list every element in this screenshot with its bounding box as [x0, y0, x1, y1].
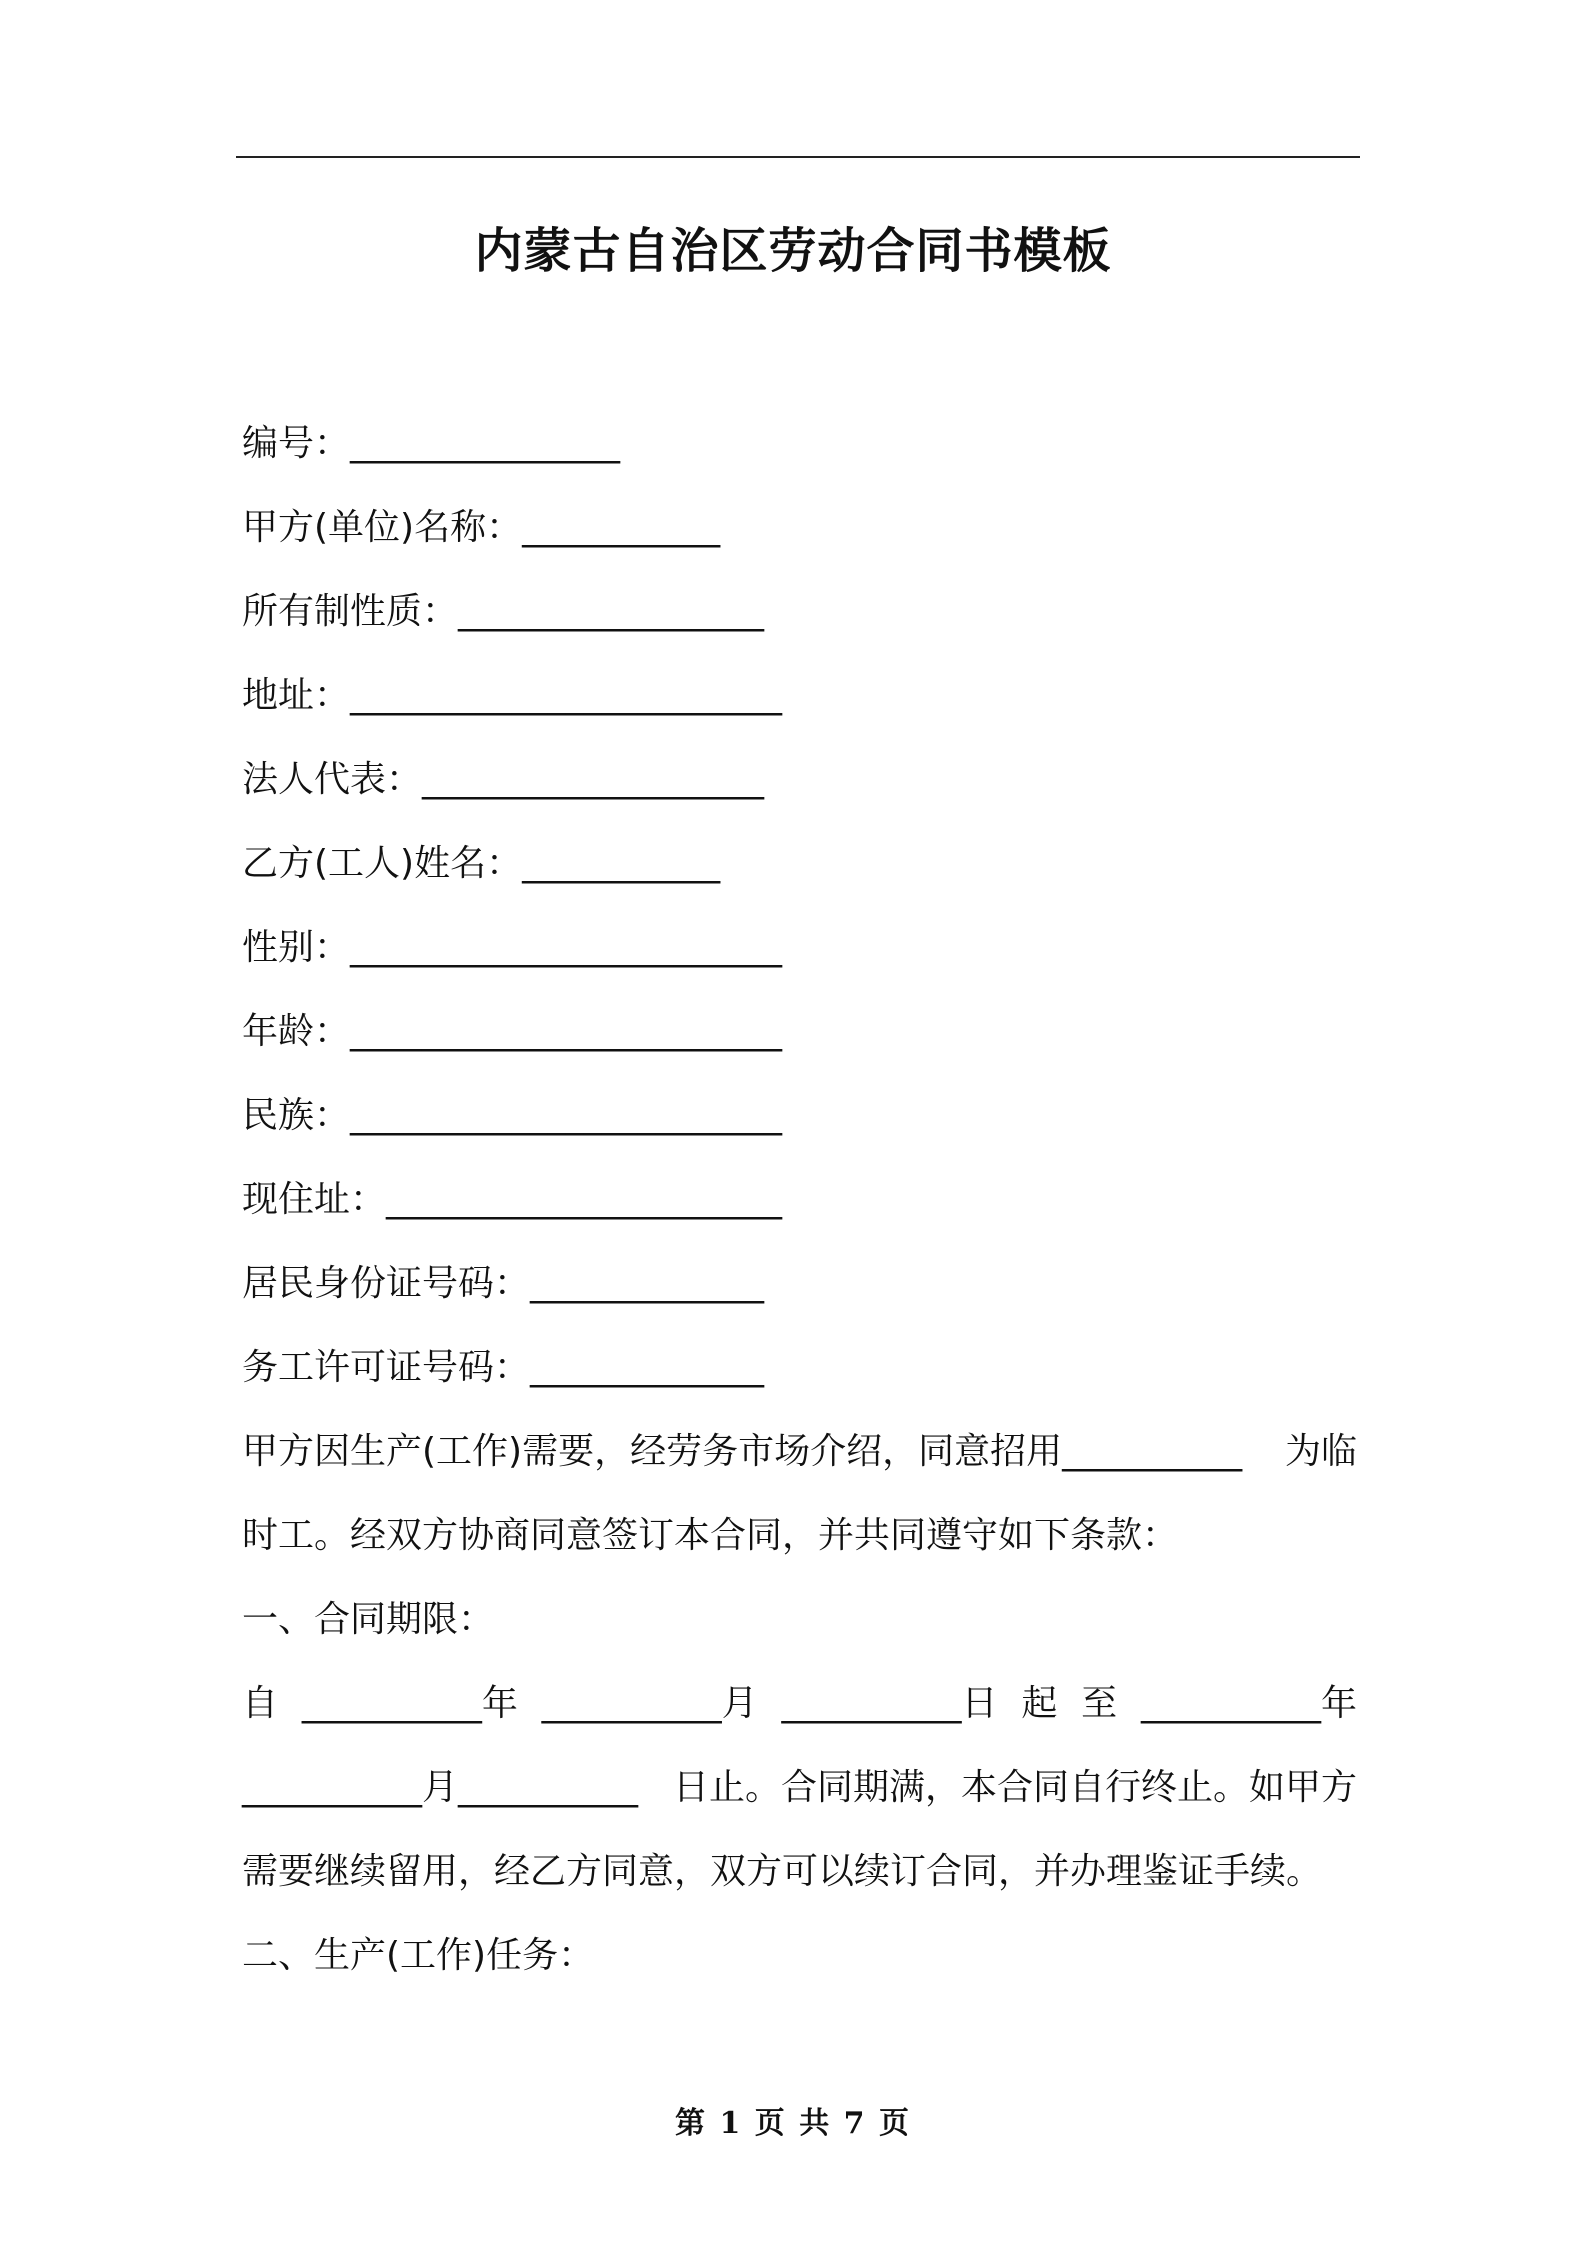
field-age	[242, 990, 1357, 1074]
field-legal-representative	[242, 738, 1357, 822]
fill-blank: ___________	[522, 843, 721, 884]
document-body	[242, 402, 1357, 1998]
fill-blank: __________	[1062, 1431, 1243, 1472]
term-from: 自	[242, 1683, 279, 1724]
term-month-label: 月	[422, 1767, 459, 1808]
intro-paragraph-line-1	[242, 1410, 1357, 1494]
field-label: 性别：	[242, 927, 351, 968]
field-address	[242, 654, 1357, 738]
field-label: 务工许可证号码：	[242, 1347, 531, 1388]
field-ownership	[242, 570, 1357, 654]
field-gender	[242, 906, 1357, 990]
contract-term-row-3: 需要继续留用，经乙方同意，双方可以续订合同，并办理鉴证手续。	[242, 1851, 1323, 1892]
fill-blank: __________	[458, 1767, 639, 1808]
field-label: 年龄：	[242, 1011, 351, 1052]
contract-term-row-1	[242, 1662, 1357, 1746]
fill-blank: _____________	[530, 1347, 765, 1388]
field-label: 地址：	[242, 675, 351, 716]
field-ethnicity	[242, 1074, 1357, 1158]
term-end-year: __________年	[1140, 1683, 1357, 1724]
term-start-year: __________年	[301, 1683, 518, 1724]
fill-blank: ________________________	[350, 675, 783, 716]
intro-text	[242, 1410, 1242, 1494]
fill-blank: ___________	[522, 507, 721, 548]
section-heading: 一、合同期限：	[242, 1599, 495, 1640]
term-qi: 起	[1021, 1683, 1058, 1724]
term-end-date	[242, 1746, 638, 1830]
fill-blank: __________	[242, 1767, 422, 1808]
fill-blank: _________________	[458, 591, 765, 632]
document-title: 内蒙古自治区劳动合同书模板	[474, 223, 1112, 279]
field-label: 居民身份证号码：	[242, 1263, 531, 1304]
field-number	[242, 402, 1357, 486]
field-label: 法人代表：	[242, 759, 423, 800]
intro-prefix: 甲方因生产(工作)需要，经劳务市场介绍，同意招用	[242, 1431, 1063, 1472]
field-label: 编号：	[242, 423, 351, 464]
term-start-month: __________月	[541, 1683, 758, 1724]
fill-blank: _____________	[530, 1263, 765, 1304]
intro-suffix: 为临	[1284, 1431, 1357, 1472]
header-rule	[236, 156, 1360, 158]
field-label: 甲方(单位)名称：	[242, 507, 523, 548]
term-end-text: 日止。合同期满，本合同自行终止。如甲方	[672, 1767, 1357, 1808]
field-party-b-name	[242, 822, 1357, 906]
field-label: 所有制性质：	[242, 591, 459, 632]
fill-blank: ______________________	[386, 1179, 783, 1220]
field-label: 乙方(工人)姓名：	[242, 843, 523, 884]
field-work-permit-number	[242, 1326, 1357, 1410]
fill-blank: ________________________	[350, 927, 783, 968]
contract-term-row-2	[242, 1746, 1357, 1830]
fill-blank: _______________	[350, 423, 621, 464]
field-label: 现住址：	[242, 1179, 387, 1220]
fill-blank: ___________________	[422, 759, 765, 800]
field-id-number	[242, 1242, 1357, 1326]
term-zhi: 至	[1081, 1683, 1118, 1724]
field-current-address	[242, 1158, 1357, 1242]
section-heading: 二、生产(工作)任务：	[242, 1935, 595, 1976]
field-label: 民族：	[242, 1095, 351, 1136]
fill-blank: ________________________	[350, 1095, 783, 1136]
fill-blank: ________________________	[350, 1011, 783, 1052]
term-start-day: __________日	[781, 1683, 998, 1724]
page-number: 第 1 页 共 7 页	[675, 2106, 911, 2141]
intro-paragraph-line-2: 时工。经双方协商同意签订本合同，并共同遵守如下条款：	[242, 1515, 1179, 1556]
field-party-a-name	[242, 486, 1357, 570]
